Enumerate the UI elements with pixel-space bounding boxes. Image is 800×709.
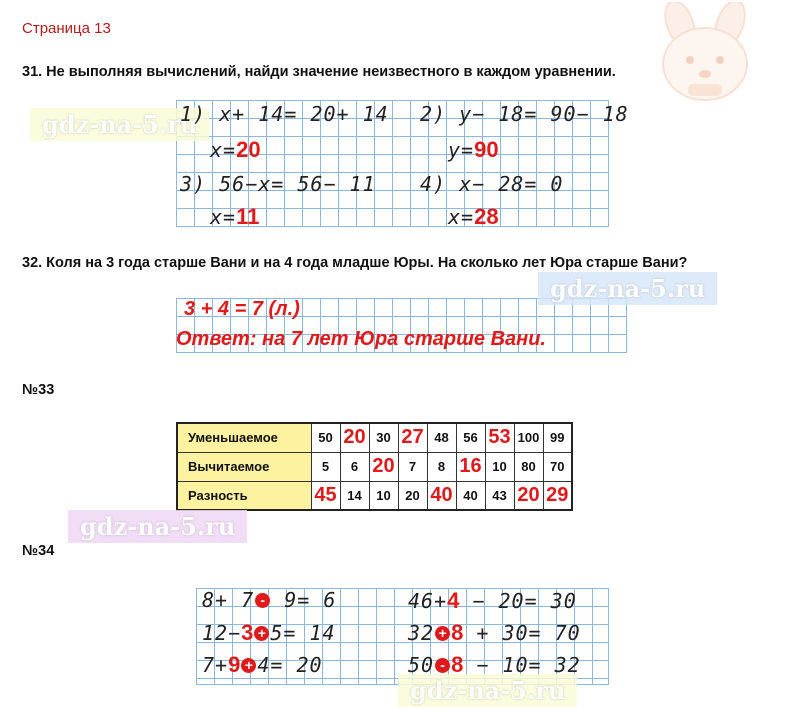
- equation-3: 3) 56−x= 56− 11: [180, 172, 376, 196]
- solution-1: [210, 137, 261, 163]
- task-33-label: №33: [22, 382, 55, 398]
- expr-right-1: [408, 588, 577, 614]
- expr-part: − 10= 32: [463, 653, 581, 677]
- equation-1: 1) x+ 14= 20+ 14: [180, 102, 389, 126]
- solution-4-answer: 28: [474, 204, 499, 229]
- table-cell: 10: [485, 452, 514, 481]
- solution-3-answer: 11: [236, 204, 260, 229]
- plus-sign-icon: +: [435, 626, 450, 641]
- solution-4-var: x=: [448, 205, 475, 229]
- row-header: Разность: [177, 481, 311, 510]
- table-cell-answer: 29: [543, 481, 572, 510]
- expr-part: 4= 20: [257, 653, 323, 677]
- solution-2-var: y=: [448, 138, 475, 162]
- table-cell: 56: [456, 423, 485, 452]
- table-cell: 8: [427, 452, 456, 481]
- solution-1-var: x=: [210, 138, 237, 162]
- expr-answer: 8: [451, 652, 464, 677]
- bunny-watermark-icon: [650, 2, 760, 107]
- table-cell-answer: 53: [485, 423, 514, 452]
- table-cell: 6: [340, 452, 369, 481]
- table-cell: 48: [427, 423, 456, 452]
- expr-part: 8+ 7: [202, 588, 255, 612]
- table-cell-answer: 40: [427, 481, 456, 510]
- plus-sign-icon: +: [241, 658, 256, 673]
- row-header: Вычитаемое: [177, 452, 311, 481]
- table-cell: 5: [311, 452, 340, 481]
- table-cell-answer: 27: [398, 423, 427, 452]
- page-title: Страница 13: [22, 20, 111, 37]
- expr-part: 46+: [408, 589, 448, 613]
- watermark: gdz-na-5.ru: [30, 108, 209, 141]
- watermark: gdz-na-5.ru: [68, 510, 247, 543]
- subtraction-table: [176, 422, 573, 511]
- minus-sign-icon: -: [435, 658, 450, 673]
- table-cell: 50: [311, 423, 340, 452]
- table-cell: 30: [369, 423, 398, 452]
- expr-part: 32: [408, 621, 435, 645]
- expr-answer: 8: [451, 620, 464, 645]
- expr-part: 50: [408, 653, 435, 677]
- expr-right-2: [408, 620, 581, 646]
- expr-answer: 4: [447, 588, 460, 613]
- expr-part: 5= 14: [270, 621, 336, 645]
- table-row: [177, 452, 572, 481]
- task-31-text: 31. Не выполняя вычислений, найди значение неизвестного в каждом уравнении.: [22, 64, 616, 80]
- expr-answer: 3: [241, 620, 254, 645]
- expr-part: − 20= 30: [459, 589, 577, 613]
- task-32-solution: 3 + 4 = 7 (л.): [184, 298, 300, 320]
- expr-right-3: [408, 652, 581, 678]
- table-cell: 14: [340, 481, 369, 510]
- task-32-text: 32. Коля на 3 года старше Вани и на 4 года младше Юры. На сколько лет Юра старше Вани?: [22, 255, 688, 271]
- expr-left-2: [202, 620, 336, 646]
- equation-4: 4) x− 28= 0: [420, 172, 564, 196]
- expr-left-3: [202, 652, 323, 678]
- plus-sign-icon: +: [254, 626, 269, 641]
- expr-part: + 30= 70: [463, 621, 581, 645]
- solution-4: [448, 204, 499, 230]
- solution-2-answer: 90: [474, 137, 499, 162]
- solution-1-answer: 20: [236, 137, 261, 162]
- table-cell-answer: 20: [514, 481, 543, 510]
- table-row: [177, 481, 572, 510]
- solution-2: [448, 137, 499, 163]
- table-cell: 80: [514, 452, 543, 481]
- expr-part: 7+: [202, 653, 229, 677]
- table-cell: 99: [543, 423, 572, 452]
- table-cell: 40: [456, 481, 485, 510]
- expr-left-1: [202, 588, 336, 612]
- expr-part: 12−: [202, 621, 242, 645]
- task-34-label: №34: [22, 543, 55, 559]
- table-cell-answer: 16: [456, 452, 485, 481]
- watermark: gdz-na-5.ru: [398, 674, 577, 707]
- task-32-answer: Ответ: на 7 лет Юра старше Вани.: [176, 328, 546, 350]
- watermark: gdz-na-5.ru: [538, 272, 717, 305]
- expr-answer: 9: [228, 652, 241, 677]
- solution-3: [210, 204, 259, 230]
- table-cell: 100: [514, 423, 543, 452]
- table-cell-answer: 20: [340, 423, 369, 452]
- expr-part: 9= 6: [271, 588, 337, 612]
- table-cell: 43: [485, 481, 514, 510]
- table-cell: 10: [369, 481, 398, 510]
- row-header: Уменьшаемое: [177, 423, 311, 452]
- equation-2: 2) y− 18= 90− 18: [420, 102, 629, 126]
- table-row: [177, 423, 572, 452]
- solution-3-var: x=: [210, 205, 237, 229]
- table-cell: 20: [398, 481, 427, 510]
- minus-sign-icon: -: [255, 593, 270, 608]
- table-cell-answer: 45: [311, 481, 340, 510]
- table-cell-answer: 20: [369, 452, 398, 481]
- table-cell: 7: [398, 452, 427, 481]
- table-cell: 70: [543, 452, 572, 481]
